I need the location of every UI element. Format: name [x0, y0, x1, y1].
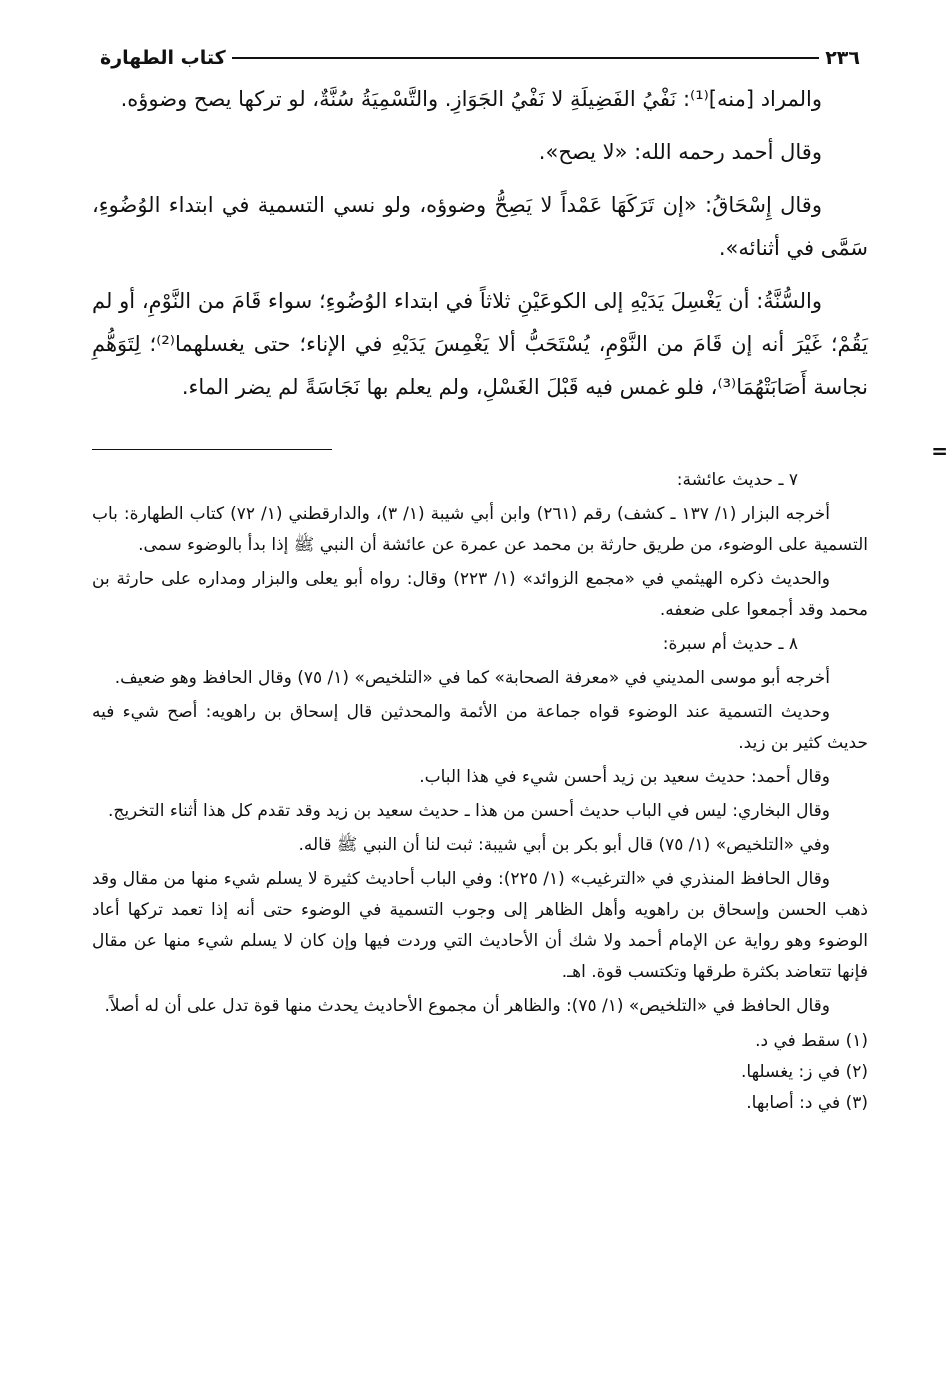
note-paragraph: وقال أحمد: حديث سعيد بن زيد أحسن شيء في هذا الباب.	[419, 767, 830, 787]
main-paragraph: والمراد [منه]⁽¹⁾: نَفْيُ الفَضِيلَةِ لا نَفْيُ الجَوَازِ. والتَّسْمِيَةُ سُنَّةٌ، لو تركها يصح وضوؤه.	[120, 87, 822, 111]
main-text	[92, 78, 868, 409]
note-paragraph: أخرجه أبو موسى المديني في «معرفة الصحابة» كما في «التلخيص» (١/ ٧٥) وقال الحافظ وهو ضعيف.	[114, 668, 830, 688]
page-header	[92, 38, 868, 78]
running-title: كتاب الطهارة	[100, 47, 226, 69]
header-rule	[232, 57, 820, 59]
continuation-mark: =	[931, 439, 948, 463]
main-paragraph: وقال إِسْحَاقُ: «إن تَرَكَهَا عَمْداً لا يَصِحُّ وضوؤه، ولو نسي التسمية في ابتداء الوُضُوءِ، سَمَّى في أثنائه».	[92, 193, 868, 260]
page-number: ٢٣٦	[825, 47, 860, 69]
hadith-notes	[92, 465, 868, 1022]
note-paragraph: وقال الحافظ المنذري في «الترغيب» (١/ ٢٢٥): وفي الباب أحاديث كثيرة لا يسلم شيء منها من مقال وقد ذهب الحسن وإسحاق بن راهويه وأهل الظاهر إلى وجوب التسمية في الوضوء حتى أنه إذا تعمد تركها أعاد الوضوء وهو رواية عن الإمام أحمد ولا شك أن الأحاديث التي وردت فيها وإن كان لا يسلم شيء منها عن مقال فإنها تتعاضد بكثرة طرقها وتكتسب قوة. اهـ.	[92, 869, 868, 982]
main-paragraph: وقال أحمد رحمه الله: «لا يصح».	[538, 140, 822, 164]
note-paragraph: وفي «التلخيص» (١/ ٧٥) قال أبو بكر بن أبي شيبة: ثبت لنا أن النبي ﷺ قاله.	[298, 835, 830, 855]
footnote-separator	[92, 435, 948, 465]
note-paragraph: أخرجه البزار (١/ ١٣٧ ـ كشف) رقم (٢٦١) وابن أبي شيبة (١/ ٣)، والدارقطني (١/ ٧٢) كتاب الطهارة: باب التسمية على الوضوء، من طريق حارثة بن محمد عن عمرة عن عائشة أن النبي ﷺ إذا بدأ بالوضوء سمى.	[92, 504, 868, 555]
note-paragraph: والحديث ذكره الهيثمي في «مجمع الزوائد» (١/ ٢٢٣) وقال: رواه أبو يعلى والبزار ومداره على حارثة بن محمد وقد أجمعوا على ضعفه.	[92, 569, 868, 620]
note-paragraph: وحديث التسمية عند الوضوء قواه جماعة من الأئمة والمحدثين قال إسحاق بن راهويه: أصح شيء فيه حديث كثير بن زيد.	[92, 702, 868, 753]
note-paragraph: وقال الحافظ في «التلخيص» (١/ ٧٥): والظاهر أن مجموع الأحاديث يحدث منها قوة تدل على أن له أصلاً.	[104, 996, 830, 1016]
footnotes	[92, 1026, 868, 1119]
footnote: (٣) في د: أصابها.	[746, 1093, 868, 1113]
note-paragraph: وقال البخاري: ليس في الباب حديث أحسن من هذا ـ حديث سعيد بن زيد وقد تقدم كل هذا أثناء التخريج.	[107, 801, 830, 821]
footnote: (١) سقط في د.	[755, 1031, 868, 1051]
book-page	[92, 38, 948, 1119]
note-heading: ٨ ـ حديث أم سبرة:	[662, 634, 798, 654]
footnote: (٢) في ز: يغسلها.	[740, 1062, 868, 1082]
note-heading: ٧ ـ حديث عائشة:	[676, 470, 798, 490]
separator-line	[92, 449, 332, 450]
main-paragraph: والسُّنَّةُ: أن يَغْسِلَ يَدَيْهِ إلى الكوعَيْنِ ثلاثاً في ابتداء الوُضُوءِ؛ سواء قَامَ من النَّوْمِ، أو لم يَقُمْ؛ غَيْرَ أنه إن قَامَ من النَّوْمِ، يُسْتَحَبُّ ألا يَغْمِسَ يَدَيْهِ في الإناء؛ حتى يغسلهما⁽²⁾؛ لِتَوَهُّمِ نجاسة أَصَابَتْهُمَا⁽³⁾، فلو غمس فيه قَبْلَ الغَسْلِ، ولم يعلم بها نَجَاسَةً لم يضر الماء.	[92, 289, 868, 399]
